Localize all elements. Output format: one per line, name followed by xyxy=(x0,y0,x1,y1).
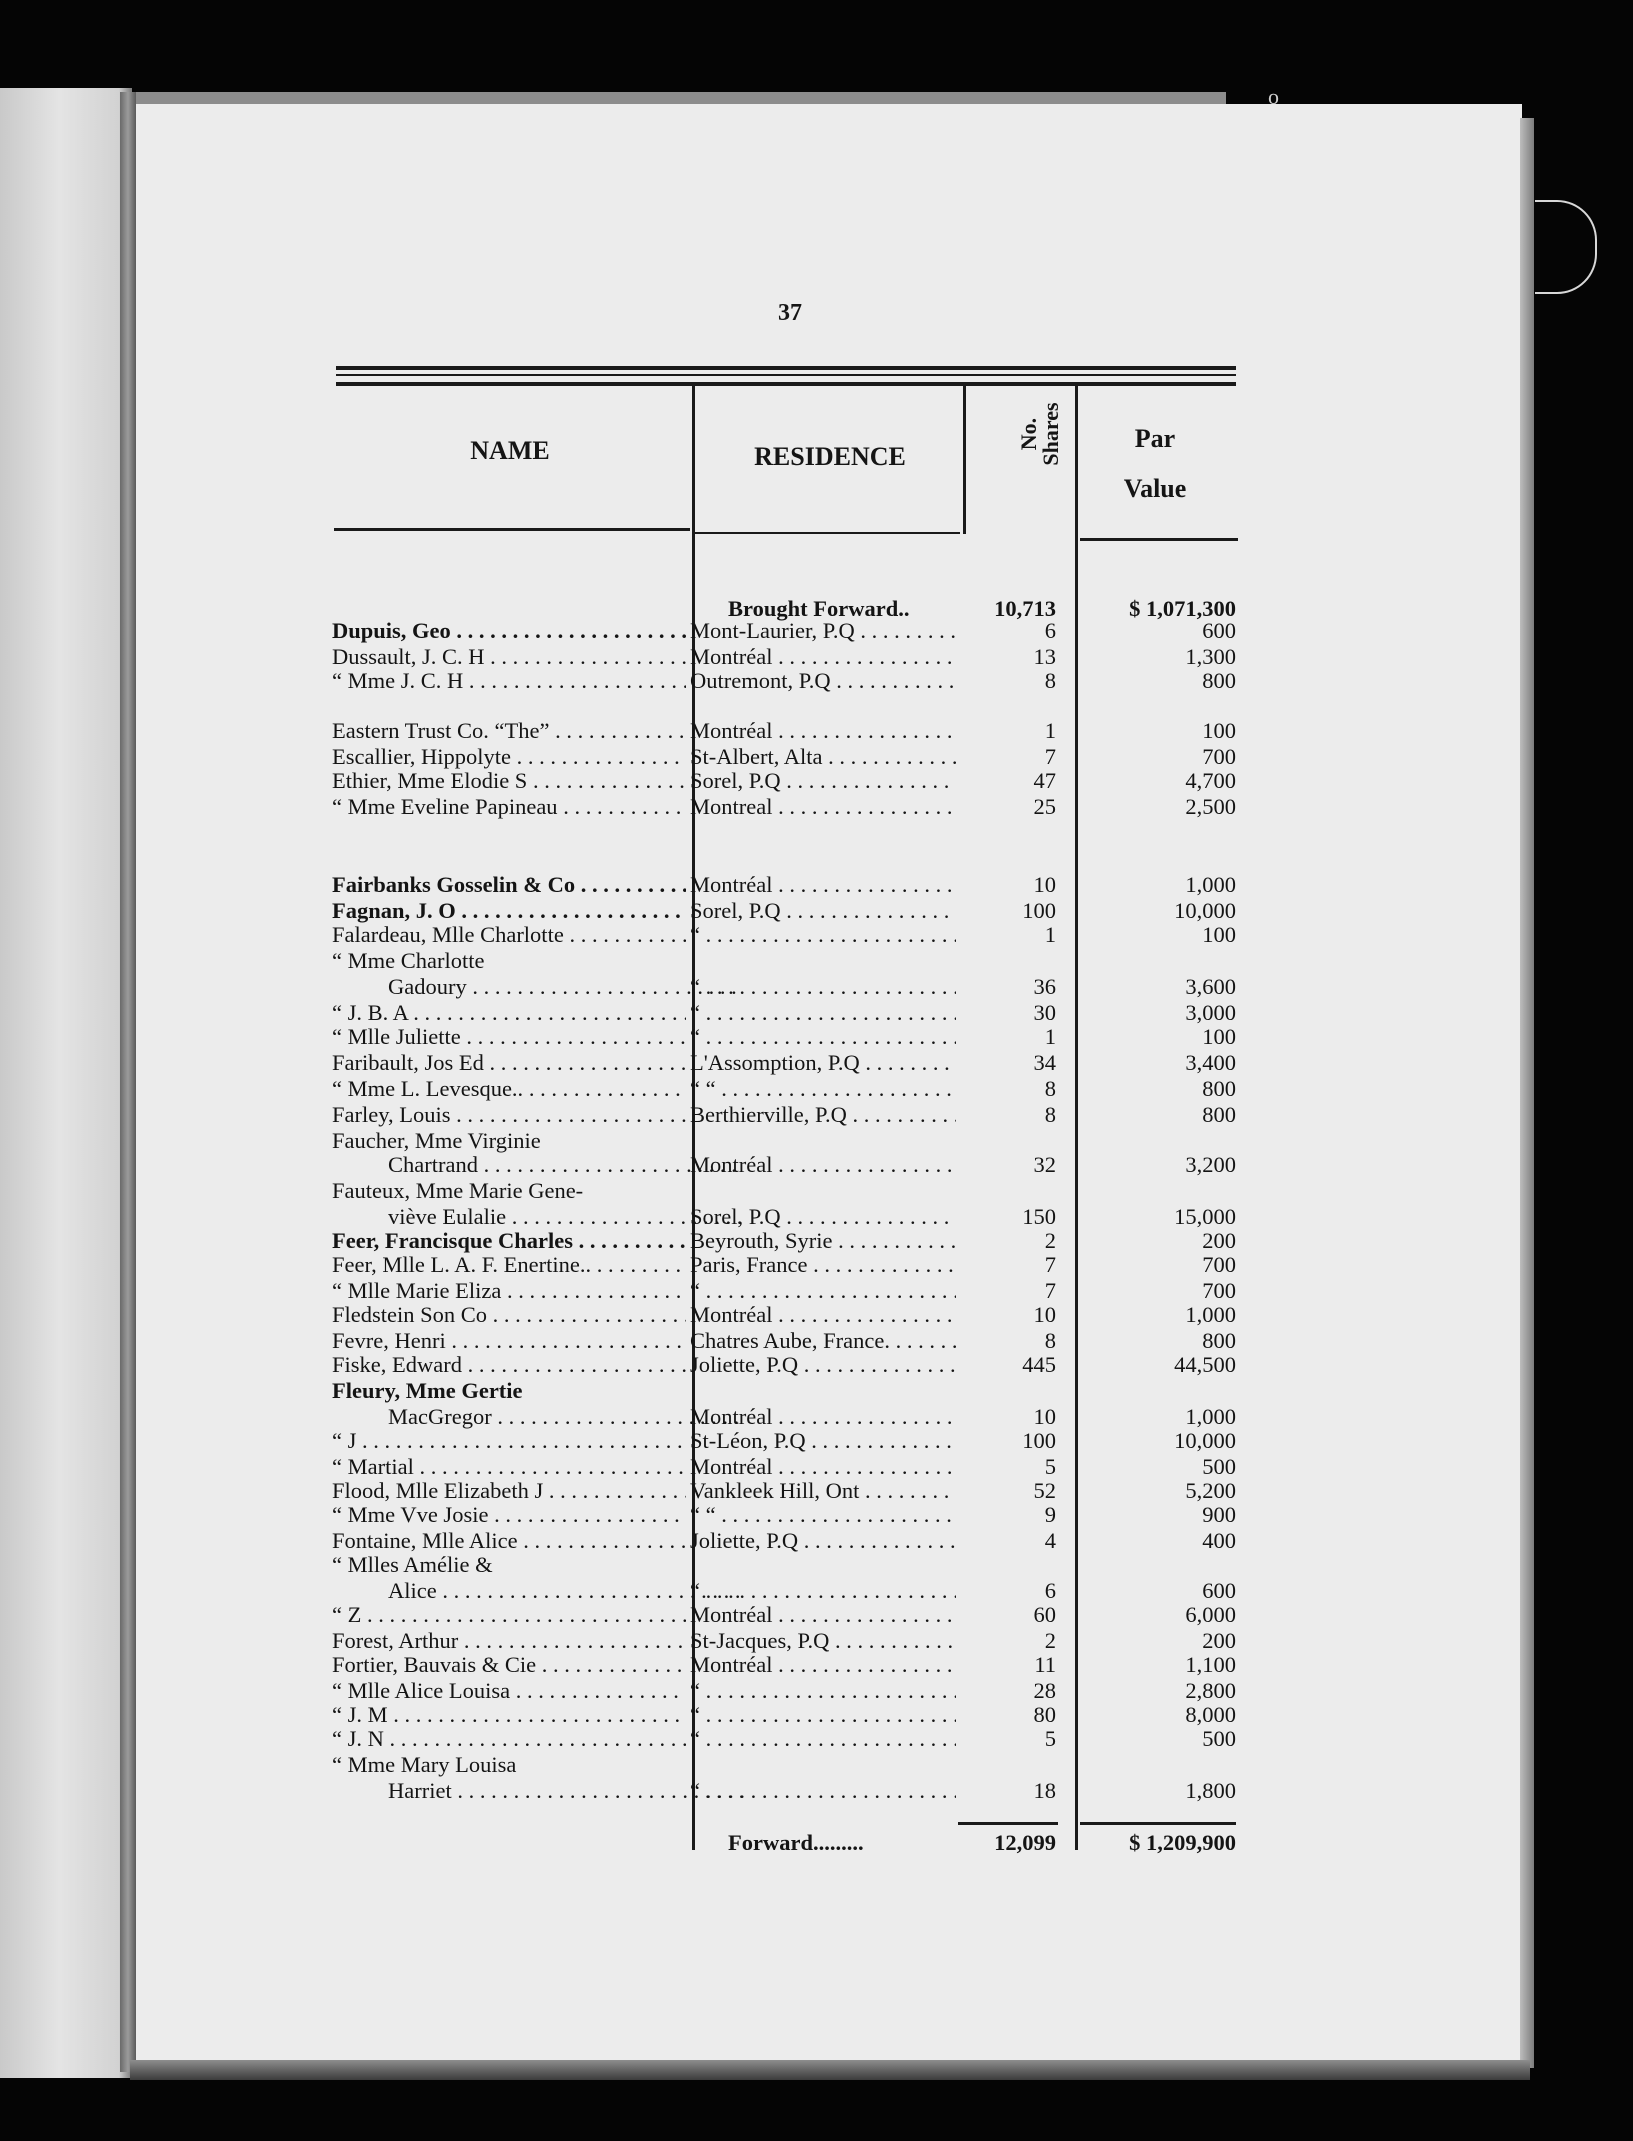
table-row xyxy=(0,974,1240,1000)
table-row xyxy=(0,1628,1240,1654)
residence-cell: Montreal . . . xyxy=(690,794,956,820)
par-value-cell: 1,000 xyxy=(1185,872,1236,897)
residence-cell: Montréal . . . xyxy=(690,872,956,898)
residence-cell: Joliette, P.Q . . . xyxy=(690,1528,956,1554)
shares-cell: 8 xyxy=(1044,1076,1056,1101)
shares-cell: 7 xyxy=(1044,1252,1056,1277)
par-value-cell: 600 xyxy=(1202,1578,1236,1603)
shareholder-name: “ J. M . . . xyxy=(332,1702,686,1728)
top-rule-3 xyxy=(336,382,1236,386)
shareholder-name: Gadoury . . . xyxy=(332,974,742,1000)
par-value-cell: 3,200 xyxy=(1185,1152,1236,1177)
table-row xyxy=(0,898,1240,924)
table-row xyxy=(0,1502,1240,1528)
shares-cell: 1 xyxy=(1044,718,1056,743)
table-row xyxy=(0,1076,1240,1102)
par-total-rule xyxy=(1080,1822,1236,1825)
shareholder-name: Chartrand . . . xyxy=(332,1152,742,1178)
par-value-cell: 3,600 xyxy=(1185,974,1236,999)
residence-cell: Montréal . . . xyxy=(690,1652,956,1678)
par-value-cell: 700 xyxy=(1202,1252,1236,1277)
shareholder-name: “ Mme Eveline Papineau . . . xyxy=(332,794,686,820)
shares-cell: 28 xyxy=(1033,1678,1056,1703)
shares-cell: 445 xyxy=(1022,1352,1056,1377)
scan-artifact-mark: o xyxy=(1268,84,1279,109)
table-row xyxy=(0,644,1240,670)
shareholder-name: Harriet . . . xyxy=(332,1778,742,1804)
shares-cell: 2 xyxy=(1044,1228,1056,1253)
shares-cell: 13 xyxy=(1033,644,1056,669)
brought-forward-shares: 10,713 xyxy=(994,596,1056,621)
table-row xyxy=(0,1428,1240,1454)
shareholder-name: “ Martial . . . xyxy=(332,1454,686,1480)
shareholder-name: “ Mlle Juliette . . . xyxy=(332,1024,686,1050)
shares-cell: 8 xyxy=(1044,1328,1056,1353)
brought-forward-par: $ 1,071,300 xyxy=(1129,596,1236,621)
par-value-cell: 700 xyxy=(1202,1278,1236,1303)
par-header-underline xyxy=(1080,538,1238,541)
shareholder-name: Escallier, Hippolyte . . . xyxy=(332,744,686,770)
shareholder-name: Fairbanks Gosselin & Co . . . xyxy=(332,872,686,898)
table-row xyxy=(0,1302,1240,1328)
shares-cell: 47 xyxy=(1033,768,1056,793)
shareholder-name: Ethier, Mme Elodie S . . . xyxy=(332,768,686,794)
shareholder-name: Faucher, Mme Virginie xyxy=(332,1128,541,1153)
table-row xyxy=(0,1602,1240,1628)
par-value-cell: 5,200 xyxy=(1185,1478,1236,1503)
table-row xyxy=(0,1328,1240,1354)
residence-cell: “ . . . xyxy=(690,1702,956,1728)
shareholder-name: Eastern Trust Co. “The” . . . xyxy=(332,718,686,744)
shareholder-name: “ Z . . . xyxy=(332,1602,686,1628)
brought-forward-label: Brought Forward.. xyxy=(728,596,910,621)
shares-cell: 2 xyxy=(1044,1628,1056,1653)
table-row xyxy=(0,1252,1240,1278)
table-row xyxy=(0,1278,1240,1304)
header-value: Value xyxy=(1123,474,1187,503)
par-value-cell: 200 xyxy=(1202,1628,1236,1653)
residence-cell: Joliette, P.Q . . . xyxy=(690,1352,956,1378)
shareholder-name: Forest, Arthur . . . xyxy=(332,1628,686,1654)
shares-cell: 5 xyxy=(1044,1726,1056,1751)
shares-cell: 8 xyxy=(1044,668,1056,693)
table-row xyxy=(0,1024,1240,1050)
table-row xyxy=(0,1702,1240,1728)
shares-cell: 10 xyxy=(1033,1404,1056,1429)
residence-cell: Paris, France . . . xyxy=(690,1252,956,1278)
par-value-cell: 1,300 xyxy=(1185,644,1236,669)
residence-cell: Montréal . . . xyxy=(690,718,956,744)
name-header-underline xyxy=(334,528,690,531)
shares-cell: 6 xyxy=(1044,1578,1056,1603)
table-row xyxy=(0,1478,1240,1504)
shares-cell: 32 xyxy=(1033,1152,1056,1177)
par-value-cell: 1,800 xyxy=(1185,1778,1236,1803)
par-value-cell: 500 xyxy=(1202,1454,1236,1479)
shareholder-name: Fleury, Mme Gertie xyxy=(332,1378,523,1403)
par-value-cell: 4,700 xyxy=(1185,768,1236,793)
residence-cell: Montréal . . . xyxy=(690,1602,956,1628)
par-value-cell: 10,000 xyxy=(1174,1428,1236,1453)
residence-cell: Montréal . . . xyxy=(690,644,956,670)
shares-cell: 100 xyxy=(1022,1428,1056,1453)
shares-cell: 150 xyxy=(1022,1204,1056,1229)
table-row xyxy=(0,872,1240,898)
shares-cell: 18 xyxy=(1033,1778,1056,1803)
shareholder-name: Dussault, J. C. H . . . xyxy=(332,644,686,670)
shares-cell: 10 xyxy=(1033,1302,1056,1327)
par-value-cell: 1,100 xyxy=(1185,1652,1236,1677)
shareholder-name: Fevre, Henri . . . xyxy=(332,1328,686,1354)
shareholder-name: “ Mme Mary Louisa xyxy=(332,1752,517,1777)
shares-cell: 7 xyxy=(1044,1278,1056,1303)
page-right-edge xyxy=(1520,118,1534,2068)
top-rule-1 xyxy=(336,366,1236,370)
shareholder-name: “ Mme Charlotte xyxy=(332,948,485,973)
par-value-cell: 3,400 xyxy=(1185,1050,1236,1075)
par-value-cell: 44,500 xyxy=(1174,1352,1236,1377)
table-row xyxy=(0,1778,1240,1804)
shares-cell: 25 xyxy=(1033,794,1056,819)
shares-cell: 10 xyxy=(1033,872,1056,897)
table-row xyxy=(0,1128,1240,1154)
shareholder-name: “ J. B. A . . . xyxy=(332,1000,686,1026)
table-row xyxy=(0,1152,1240,1178)
residence-cell: Berthierville, P.Q . . . xyxy=(690,1102,956,1128)
shares-cell: 52 xyxy=(1033,1478,1056,1503)
forward-row xyxy=(0,1830,1240,1856)
shareholder-name: Dupuis, Geo . . . xyxy=(332,618,686,644)
table-row xyxy=(0,1726,1240,1752)
shareholder-name: Fledstein Son Co . . . xyxy=(332,1302,686,1328)
forward-label: Forward......... xyxy=(728,1830,864,1855)
par-value-cell: 600 xyxy=(1202,618,1236,643)
top-rule-2 xyxy=(336,374,1236,376)
scan-artifact-ring xyxy=(1535,200,1597,294)
residence-cell: “ . . . xyxy=(690,922,956,948)
table-row xyxy=(0,1204,1240,1230)
table-row xyxy=(0,922,1240,948)
shares-cell: 8 xyxy=(1044,1102,1056,1127)
table-row xyxy=(0,794,1240,820)
residence-cell: L'Assomption, P.Q . . . xyxy=(690,1050,956,1076)
header-shares-line-1: No. xyxy=(1016,417,1041,451)
par-value-cell: 500 xyxy=(1202,1726,1236,1751)
table-row xyxy=(0,718,1240,744)
table-row xyxy=(0,1404,1240,1430)
residence-cell: Vankleek Hill, Ont . . . xyxy=(690,1478,956,1504)
table-row xyxy=(0,1050,1240,1076)
shares-cell: 5 xyxy=(1044,1454,1056,1479)
page-bottom-edge xyxy=(130,2060,1530,2080)
par-value-cell: 200 xyxy=(1202,1228,1236,1253)
residence-cell: “ . . . xyxy=(690,974,956,1000)
table-row xyxy=(0,1178,1240,1204)
shareholder-name: MacGregor . . . xyxy=(332,1404,742,1430)
residence-header-underline xyxy=(694,532,960,534)
header-shares-line-2: Shares xyxy=(1038,402,1063,466)
table-row xyxy=(0,744,1240,770)
table-row xyxy=(0,1378,1240,1404)
forward-shares: 12,099 xyxy=(994,1830,1056,1855)
shares-total-rule xyxy=(958,1822,1058,1825)
residence-cell: St-Léon, P.Q . . . xyxy=(690,1428,956,1454)
shareholder-name: “ J . . . xyxy=(332,1428,686,1454)
shareholder-name: Fagnan, J. O . . . xyxy=(332,898,686,924)
par-value-cell: 2,500 xyxy=(1185,794,1236,819)
shares-cell: 30 xyxy=(1033,1000,1056,1025)
shareholder-name: Falardeau, Mlle Charlotte . . . xyxy=(332,922,686,948)
shares-cell: 80 xyxy=(1033,1702,1056,1727)
shareholder-name: “ Mlles Amélie & xyxy=(332,1552,493,1577)
table-row xyxy=(0,1678,1240,1704)
residence-cell: “ . . . xyxy=(690,1678,956,1704)
par-value-cell: 10,000 xyxy=(1174,898,1236,923)
residence-cell: Chatres Aube, France. . . . xyxy=(690,1328,956,1354)
shares-cell: 6 xyxy=(1044,618,1056,643)
shareholder-name: Fortier, Bauvais & Cie . . . xyxy=(332,1652,686,1678)
par-value-cell: 800 xyxy=(1202,1328,1236,1353)
par-value-cell: 700 xyxy=(1202,744,1236,769)
residence-cell: “ “ . . . xyxy=(690,1076,956,1102)
residence-cell: Sorel, P.Q . . . xyxy=(690,898,956,924)
par-value-cell: 8,000 xyxy=(1185,1702,1236,1727)
shareholder-name: Fauteux, Mme Marie Gene- xyxy=(332,1178,584,1203)
residence-cell: Mont-Laurier, P.Q . . . xyxy=(690,618,956,644)
residence-cell: Sorel, P.Q . . . xyxy=(690,768,956,794)
par-value-cell: 800 xyxy=(1202,1102,1236,1127)
residence-cell: “ . . . xyxy=(690,1778,956,1804)
shares-cell: 34 xyxy=(1033,1050,1056,1075)
par-value-cell: 100 xyxy=(1202,1024,1236,1049)
shareholder-name: viève Eulalie . . . xyxy=(332,1204,742,1230)
residence-cell: “ . . . xyxy=(690,1278,956,1304)
shares-cell: 7 xyxy=(1044,744,1056,769)
shares-cell: 1 xyxy=(1044,922,1056,947)
shares-cell: 100 xyxy=(1022,898,1056,923)
par-value-cell: 800 xyxy=(1202,1076,1236,1101)
table-row xyxy=(0,1000,1240,1026)
par-value-cell: 2,800 xyxy=(1185,1678,1236,1703)
residence-cell: Outremont, P.Q . . . xyxy=(690,668,956,694)
shareholder-name: Alice . . . xyxy=(332,1578,742,1604)
residence-cell: St-Albert, Alta . . . xyxy=(690,744,956,770)
shareholder-name: “ J. N . . . xyxy=(332,1726,686,1752)
header-par: Par xyxy=(1134,424,1176,453)
header-shares xyxy=(1016,374,1063,494)
par-value-cell: 15,000 xyxy=(1174,1204,1236,1229)
page-number: 37 xyxy=(778,300,802,326)
table-row xyxy=(0,1528,1240,1554)
shareholder-name: Farley, Louis . . . xyxy=(332,1102,686,1128)
table-row xyxy=(0,1552,1240,1578)
forward-par: $ 1,209,900 xyxy=(1129,1830,1236,1855)
residence-cell: Beyrouth, Syrie . . . xyxy=(690,1228,956,1254)
par-value-cell: 900 xyxy=(1202,1502,1236,1527)
table-row xyxy=(0,1352,1240,1378)
residence-cell: Sorel, P.Q . . . xyxy=(690,1204,956,1230)
shareholder-name: Fiske, Edward . . . xyxy=(332,1352,686,1378)
par-value-cell: 1,000 xyxy=(1185,1302,1236,1327)
shares-cell: 1 xyxy=(1044,1024,1056,1049)
residence-cell: “ “ . . . xyxy=(690,1502,956,1528)
column-divider-residence-shares xyxy=(963,384,966,534)
shares-cell: 4 xyxy=(1044,1528,1056,1553)
shareholder-name: Flood, Mlle Elizabeth J . . . xyxy=(332,1478,686,1504)
table-row xyxy=(0,948,1240,974)
table-row xyxy=(0,1102,1240,1128)
par-value-cell: 100 xyxy=(1202,718,1236,743)
par-value-cell: 1,000 xyxy=(1185,1404,1236,1429)
table-row xyxy=(0,768,1240,794)
header-name: NAME xyxy=(470,436,550,465)
shareholder-name: Faribault, Jos Ed . . . xyxy=(332,1050,686,1076)
shares-cell: 36 xyxy=(1033,974,1056,999)
shareholder-name: Feer, Francisque Charles . . . xyxy=(332,1228,686,1254)
table-row xyxy=(0,1454,1240,1480)
residence-cell: Montréal . . . xyxy=(690,1454,956,1480)
shareholder-name: “ Mme L. Levesque.. . . . xyxy=(332,1076,686,1102)
residence-cell: “ . . . xyxy=(690,1000,956,1026)
shareholder-name: Feer, Mlle L. A. F. Enertine.. . . . xyxy=(332,1252,686,1278)
table-row xyxy=(0,668,1240,694)
table-row xyxy=(0,1652,1240,1678)
par-value-cell: 400 xyxy=(1202,1528,1236,1553)
par-value-cell: 3,000 xyxy=(1185,1000,1236,1025)
shareholder-name: “ Mlle Alice Louisa . . . xyxy=(332,1678,686,1704)
par-value-cell: 800 xyxy=(1202,668,1236,693)
residence-cell: “ . . . xyxy=(690,1024,956,1050)
residence-cell: Montréal . . . xyxy=(690,1152,956,1178)
table-row xyxy=(0,618,1240,644)
header-residence: RESIDENCE xyxy=(754,442,906,471)
par-value-cell: 100 xyxy=(1202,922,1236,947)
shareholder-name: “ Mme J. C. H . . . xyxy=(332,668,686,694)
residence-cell: St-Jacques, P.Q . . . xyxy=(690,1628,956,1654)
residence-cell: Montréal . . . xyxy=(690,1302,956,1328)
table-row xyxy=(0,1752,1240,1778)
shareholder-name: Fontaine, Mlle Alice . . . xyxy=(332,1528,686,1554)
table-row xyxy=(0,1228,1240,1254)
table-row xyxy=(0,1578,1240,1604)
residence-cell: “ . . . xyxy=(690,1578,956,1604)
shareholder-name: “ Mlle Marie Eliza . . . xyxy=(332,1278,686,1304)
par-value-cell: 6,000 xyxy=(1185,1602,1236,1627)
residence-cell: Montréal . . . xyxy=(690,1404,956,1430)
residence-cell: “ . . . xyxy=(690,1726,956,1752)
shares-cell: 11 xyxy=(1034,1652,1056,1677)
shares-cell: 60 xyxy=(1033,1602,1056,1627)
shares-cell: 9 xyxy=(1044,1502,1056,1527)
shareholder-name: “ Mme Vve Josie . . . xyxy=(332,1502,686,1528)
